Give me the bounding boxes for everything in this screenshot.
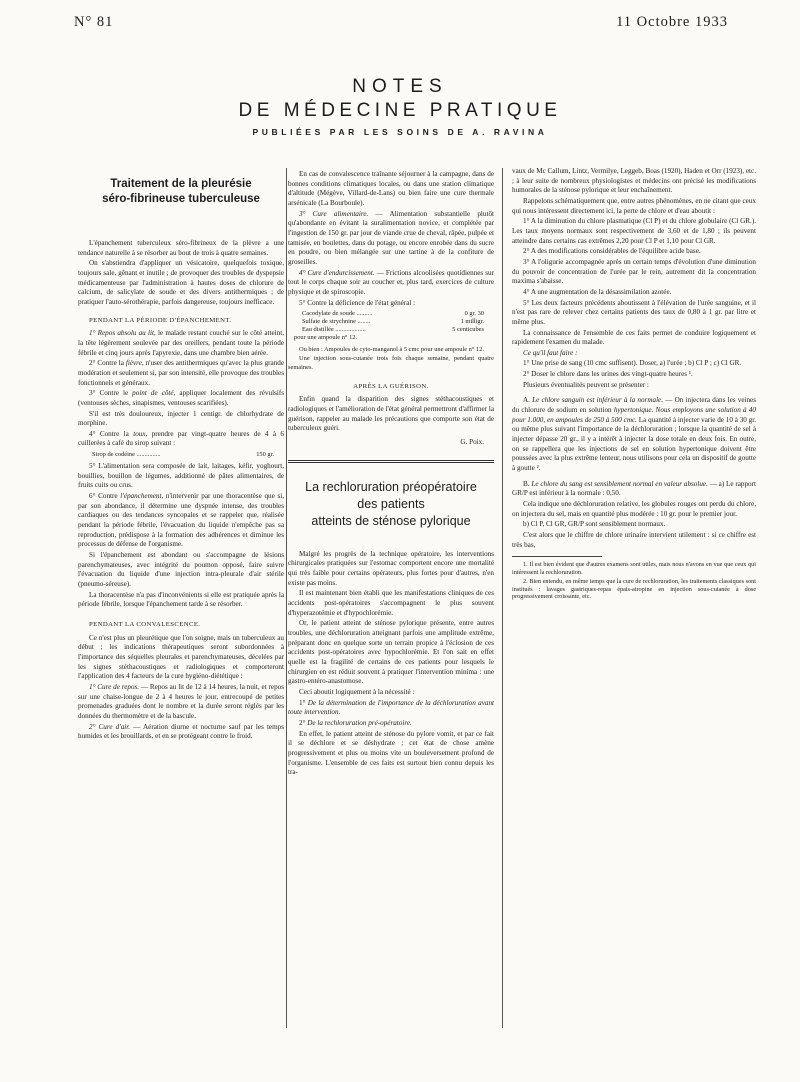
text: — Alimentation substantielle plutôt qu'abondante en évitant la suralimentation novice, et complétée par l'ingestion de 150 gr. par jour de viande crue de cheval, râpée, pulpée et tamisée, en boulettes, dans du potage, ou encore enrobée dans du sucre en poudre, ou bien mélangée sur une tartine à de la confiture de groseilles. [288, 209, 494, 266]
emphasis: toux, [133, 429, 148, 438]
paragraph: 1° A la diminution du chlore plasmatique (Cl P) et du chlore globulaire (Cl GR.). Les taux moyens normaux sont respectivement de 3,60 et de 1,80 ; ils peuvent atteindre dans certains cas extrêmes 2,20 pour Cl P et 1,10 pour Cl GR. [512, 217, 756, 245]
paragraph [288, 269, 494, 298]
text: — Repos au lit de 12 à 14 heures, la nuit, et repos sur une chaise-longue de 2 à 4 heures le jour, entrecoupé de petites promenades graduées dont le nombre et la durée seront réglés par les données du thermomètre et de la bascule. [78, 682, 284, 720]
text: appliquer localement des révulsifs (ventouses sèches, sinapismes, ventouses scarifiées). [78, 389, 284, 407]
paragraph [78, 329, 284, 358]
emphasis: point de côté, [132, 389, 176, 398]
paragraph: Rappelons schématiquement que, entre autres phénomènes, en ne citant que ceux qui nous intéressent directement ici, la perte de chlore et d'eau aboutit : [512, 196, 756, 215]
text: La quantité à injecter varie de 10 à 30 gr. ou même plus suivant l'importance de la déchloruration ; lorsque la quantité de sel à injecter dépasse 20 gr., il y a intérêt à injecter la dose totale en deux fois. En outre, on se rappellera que les injections de sel en solution hypertonique doivent être poussées avec la plus extrême lenteur, nous utilisons pour cela un dispositif de goutte à goutte ². [512, 415, 756, 473]
text: 2° [299, 718, 308, 727]
emphasis: 2° Cure d'air. [89, 722, 131, 731]
paragraph: En cas de convalescence traînante séjourner à la campagne, dans de bonnes conditions climatiques locales, ou dans une station climatique d'altitude (Mégève, Villard-de-Lans) ou bien faire une cure thermale arsénicale (La Bourboule). [288, 170, 494, 207]
issue-date: 11 Octobre 1933 [616, 14, 728, 30]
paragraph [78, 389, 284, 408]
prescription-quantity: 150 gr. [256, 451, 274, 459]
emphasis: hypertonique. Nous employons une solution à 40 pour 1.000, en ampoules de 250 à 500 cmc. [512, 406, 756, 424]
paragraph [78, 430, 284, 449]
column-1 [78, 167, 284, 743]
paragraph [78, 359, 284, 388]
section-heading: PENDANT LA PÉRIODE D'ÉPANCHEMENT. [89, 316, 232, 324]
paragraph: Ce qu'il faut faire : [523, 348, 578, 357]
column-divider [286, 168, 287, 1028]
section-heading: PENDANT LA CONVALESCENCE. [89, 620, 201, 628]
article1-title-line1: Traitement de la pleurésie [110, 178, 252, 190]
text: le malade restant couché sur le côté atteint, la tête légèrement soulevée par des oreillers, pendant toute la période fébrile et cinq jours après l'apyrexie, dans une chambre bien aérée. [78, 329, 284, 357]
paragraph [78, 683, 284, 722]
paragraph: C'est alors que le chiffre de chlore urinaire intervient utilement : si ce chiffre est très bas, [512, 530, 756, 549]
paragraph: Plusieurs éventualités peuvent se présenter : [523, 380, 649, 389]
text: 4° Contre la [89, 429, 134, 438]
paragraph: 5° Les deux facteurs précédents aboutissent à l'élévation de l'urée sanguine, et il n'est pas rare de relever chez certains patients des taux de 0,80 à 1 gr. par litre et même plus. [512, 298, 756, 326]
article-separator [288, 460, 494, 463]
emphasis: Le chlore du sang est sensiblement normal en valeur absolue. [531, 479, 708, 488]
prescription-item: pour une ampoule n° 12. [294, 334, 358, 342]
masthead-title-line1: NOTES [352, 76, 448, 97]
paragraph [78, 492, 284, 550]
prescription-table [288, 310, 494, 342]
prescription-item: Sirop de codéine ............... [92, 451, 161, 459]
emphasis: l'épanchement, [120, 492, 164, 501]
paragraph: vaux de Mc Callum, Lintz, Vermilye, Leggeb, Boas (1920), Haden et Orr (1923), etc. ; à leur suite de nombreux physiologistes et médecins ont précisé les modifications humorales de la sténose pylorique et leur enchaînement. [512, 167, 756, 195]
text: B. [523, 479, 532, 488]
paragraph: Or, le patient atteint de sténose pylorique présente, entre autres troubles, une déchloruration atteignant parfois une amplitude extrême, préparant donc en quelque sorte un terrain propice à l'éclosion de ces accidents post-opératoires avec hypochlorémie. Et l'on sait en effet quelle est la fragilité de certains de ces patients pour lesquels le chirurgien en est réduit souvent à pratiquer l'intervention minima : une gastro-entéro-anastomose. [288, 619, 494, 686]
article2-title-line3: atteints de sténose pylorique [311, 513, 471, 528]
emphasis: fièvre, [125, 359, 144, 368]
prescription-row [288, 310, 494, 318]
masthead-subtitle: PUBLIÉES PAR LES SOINS DE A. RAVINA [252, 127, 548, 137]
masthead-title-line2: DE MÉDECINE PRATIQUE [238, 100, 562, 121]
paragraph: Une injection sous-cutanée trois fois chaque semaine, pendant quatre semaines. [288, 355, 494, 371]
footnote: 2. Bien entendu, en même temps que la cure de rechloruration, les traitements classiques sont institués : lavages gastriques-repas épais-atropine en injection sous-cutanée à dose progressivement croissante, etc. [512, 577, 756, 601]
paragraph: Il est maintenant bien établi que les manifestations cliniques de ces accidents post-opératoires s'accompagnent le plus souvent d'hyperazotémie et d'hypochlorémie. [288, 589, 494, 617]
text: A. [523, 396, 533, 405]
paragraph: 2° A des modifications considérables de l'équilibre acide base. [523, 247, 701, 256]
paragraph: 4° A une augmentation de la désassimilation azotée. [523, 287, 672, 296]
paragraph: Si l'épanchement est abondant ou s'accompagne de lésions parenchymateuses, avec intégrité du poumon opposé, faire suivre l'évacuation du liquide d'une injection intra-pleurale d'air stérile (pneumo-séreuse). [78, 551, 284, 588]
article2-title-line1: La rechloruration préopératoire [305, 479, 477, 494]
column-2 [288, 170, 494, 779]
paragraph [512, 396, 756, 473]
paragraph: Malgré les progrès de la technique opératoire, les interventions chirurgicales pratiquées sur l'estomac comportent encore une mortalité qui très faible pour certains opérateurs, plus fortes pour d'autres, n'en existe pas moins. [288, 549, 494, 587]
issue-number: N° 81 [74, 14, 114, 30]
emphasis: 4° Cure d'endurcissement. [299, 268, 375, 277]
paragraph: L'épanchement tuberculeux séro-fibrineux de la plèvre a une tendance naturelle à se résorber au bout de trois à quatre semaines. [78, 239, 284, 257]
prescription-item: Eau distillée ................... [302, 326, 366, 334]
text: — Aération diurne et nocturne sauf par les temps humides et les brouillards, et en se protégeant contre le froid. [78, 722, 284, 741]
paragraph: Ceci aboutit logiquement à la nécessité : [299, 687, 415, 696]
paragraph: On s'abstiendra d'appliquer un vésicatoire, quelquefois toxique, toujours sale, gênant et inutile ; de provoquer des troubles de dyspepsie médicamenteuse par l'administration à hautes doses de chlorure de calcium, de salicylate de soude et des divers antithermiques ; de pratiquer l'auto-sérothérapie, parfois dangereuse, toujours inefficace. [78, 259, 284, 306]
footnote: 1. Il est bien évident que d'autres examens sont utiles, mais nous n'avons en vue que ceux qui intéressent la rechloruration. [512, 561, 756, 577]
paragraph [288, 719, 494, 729]
emphasis: 1° Cure de repos. [89, 682, 140, 691]
paragraph: Cela indique une déchloruration relative, les globules rouges ont perdu du chlore, on injectera du sel, mais en quantité plus modérée : 10 gr. pour le premier jour. [512, 500, 756, 518]
paragraph: Ce n'est plus un pleurétique que l'on soigne, mais un tuberculeux au début ; les indications thérapeutiques seront subordonnées à l'importance des séquelles pleurales et parenchymateuses, décelées par les signes stéthacoustiques et radiologiques et comporteront l'application des 4 facteurs de la cure hygiéno-diététique : [78, 633, 284, 681]
author-signature: G. Poix. [460, 438, 484, 447]
prescription-item: Sulfate de strychnine ........ [302, 318, 371, 326]
paragraph [512, 480, 756, 499]
text: — Frictions alcoolisées quotidiennes sur tout le corps chaque soir au coucher et, plus tard, exercices de culture physique et de spiroscopie. [288, 268, 494, 296]
column-divider [502, 168, 503, 1028]
prescription-quantity: 5 centicubes [452, 326, 484, 334]
column-3 [512, 167, 756, 602]
paragraph: Enfin quand la disparition des signes stéthacoustiques et radiologiques et l'amélioration de l'état général permettront d'affirmer la guérison, rappeler au malade les précautions que comporte son état de tuberculeux guéri. [288, 395, 494, 433]
paragraph: 3° A l'oligurie accompagnée après un certain temps d'évolution d'une diminution du pouvoir de concentration de l'urée par le rein, autrement dit la concentration maxima s'abaisse. [512, 257, 756, 286]
prescription-quantity: 0 gr. 30 [464, 310, 484, 318]
paragraph: 5° Contre la déficience de l'état général : [299, 298, 416, 307]
paragraph: 5° L'alimentation sera composée de lait, laitages, kéfir, yoghourt, bouillies, bouillon de légumes, additionné de pâtes alimentaires, de fruits cuits ou crus. [78, 462, 284, 490]
text: prendre par vingt-quatre heures de 4 à 6 cuillerées à café du sirop suivant : [78, 429, 284, 448]
paragraph [288, 210, 494, 268]
article2-title [288, 479, 494, 530]
prescription-row [288, 326, 494, 334]
emphasis: Le chlore sanguin est inférieur à la normale. [532, 396, 664, 405]
text: 1° [299, 698, 308, 707]
paragraph: 2° Doser le chlore dans les urines des vingt-quatre heures ¹. [523, 370, 693, 379]
section-heading: APRÈS LA GUÉRISON. [353, 382, 429, 390]
prescription-row [78, 451, 284, 459]
text: 3° Contre le [89, 389, 133, 398]
prescription-item: Cacodylate de soude .......... [302, 310, 373, 318]
prescription-row [288, 334, 494, 342]
emphasis: De la détermination de l'importance de la déchloruration avant toute intervention. [288, 698, 494, 717]
emphasis: 1° Repos absolu au lit, [89, 329, 156, 338]
footnote-rule [512, 556, 602, 557]
text: n'intervenir par une thoracentèse que si, par son abondance, il détermine une dyspnée intense, des troubles cardiaques ou des tendances syncopales et se rappeler que, réalisée pendant la période fébrile, l'évacuation du liquide n'empêche pas sa reproduction, prédispose à la formation des adhérences et diminue les processus de défense de l'organisme. [78, 492, 284, 549]
paragraph: S'il est très douloureux, injecter 1 centigr. de chlorhydrate de morphine. [78, 409, 284, 428]
paragraph [78, 723, 284, 742]
paragraph: 1° Une prise de sang (10 cmc suffisent). Doser, a) l'urée ; b) Cl P ; c) Cl GR. [523, 359, 742, 368]
prescription-row [288, 318, 494, 326]
paragraph: b) Cl P, Cl GR, GR/P sont sensiblement normaux. [523, 520, 666, 529]
prescription-quantity: 1 milligr. [460, 318, 484, 326]
paragraph: La thoracentèse n'a pas d'inconvénients si elle est pratiquée après la période fébrile, lorsque l'épanchement tarde à se résorber. [78, 590, 284, 609]
text: 2° Contre la [89, 359, 126, 368]
emphasis: De la rechloruration pré-opératoire. [307, 718, 412, 727]
paragraph: Ou bien : Ampoules de cyto-manganol à 5 cmc pour une ampoule n° 12. [299, 346, 485, 354]
article2-title-line2: des patients [357, 496, 425, 511]
text: n'user des antithermiques qu'avec la plus grande modération et seulement si, par son intensité, elle provoque des troubles fonctionnels et généraux. [78, 359, 284, 387]
text: 6° Contre [89, 492, 121, 501]
paragraph: La connaissance de l'ensemble de ces faits permet de conduire logiquement et rapidement l'examen du malade. [512, 328, 756, 347]
paragraph [288, 699, 494, 718]
article1-title-line2: séro-fibrineuse tuberculeuse [102, 193, 260, 205]
text: — a) Le rapport GR/P est inférieur à la normale : 0,50. [512, 479, 756, 498]
prescription-quantity [426, 334, 494, 342]
emphasis: 3° Cure alimentaire. [299, 209, 369, 218]
prescription-table [78, 451, 284, 459]
text: — On injectera dans les veines du chlorure de sodium en solution [512, 396, 756, 415]
article1-title [78, 177, 284, 207]
paragraph: En effet, le patient atteint de sténose du pylore vomit, et par ce fait il se déchlore et se déshydrate ; cet état de chose amène progressivement et plus ou moins vite un bouleversement profond de l'organisme. L'ensemble de ces faits est surtout bien connu depuis les tra- [288, 729, 494, 777]
